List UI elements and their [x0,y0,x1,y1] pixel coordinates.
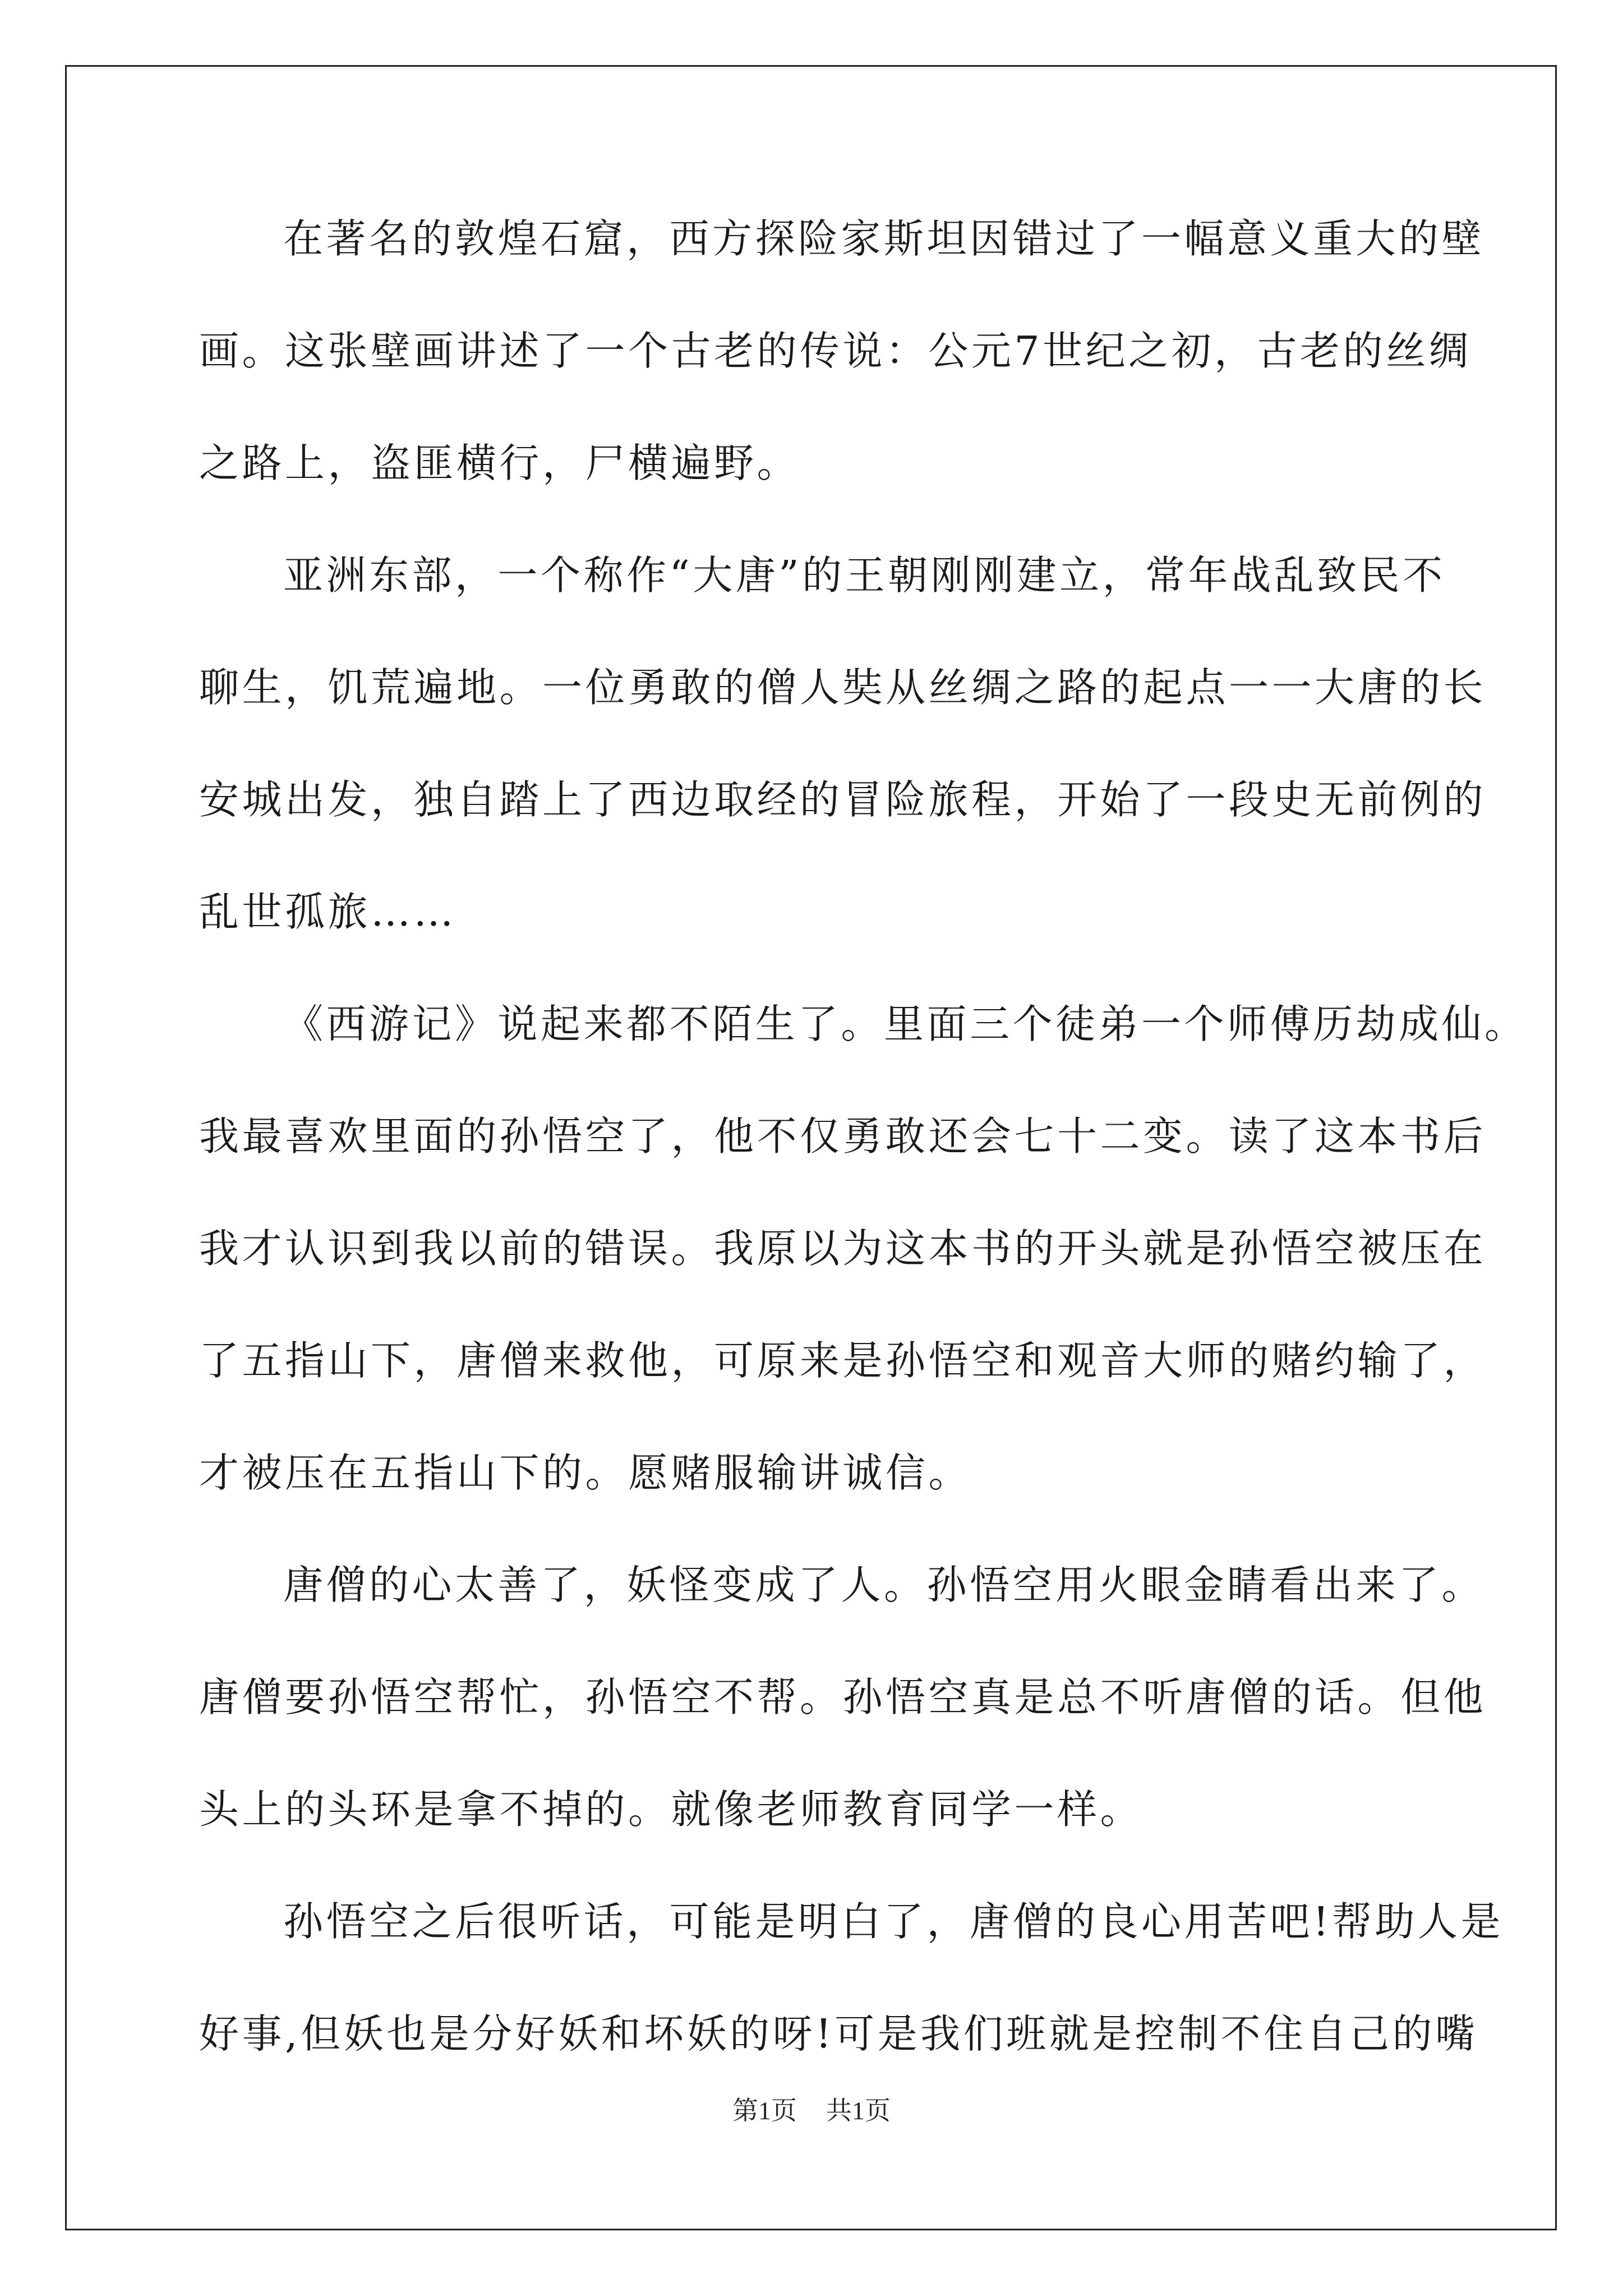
paragraph-line: 亚洲东部，一个称作“大唐”的王朝刚刚建立，常年战乱致民不 [283,552,1446,599]
paragraph-line: 我才认识到我以前的错误。我原以为这本书的开头就是孙悟空被压在 [199,1225,1487,1272]
page-number: 第1页 [732,2096,797,2125]
paragraph-line: 才被压在五指山下的。愿赌服输讲诚信。 [199,1450,972,1496]
paragraph-line: 唐僧的心太善了，妖怪变成了人。孙悟空用火眼金睛看出来了。 [283,1562,1485,1608]
paragraph-line: 乱世孤旅…… [199,889,457,935]
paragraph-line: 了五指山下，唐僧来救他，可原来是孙悟空和观音大师的赌约输了， [199,1337,1487,1384]
paragraph-line: 之路上，盗匪横行，尸横遍野。 [199,440,800,486]
paragraph-line: 在著名的敦煌石窟，西方探险家斯坦因错过了一幅意义重大的壁 [283,215,1485,262]
paragraph-line: 画。这张壁画讲述了一个古老的传说：公元7世纪之初，古老的丝绸 [199,328,1472,374]
total-pages: 共1页 [826,2096,891,2125]
paragraph-line: 我最喜欢里面的孙悟空了，他不仅勇敢还会七十二变。读了这本书后 [199,1113,1487,1159]
paragraph-line: 聊生，饥荒遍地。一位勇敢的僧人奘从丝绸之路的起点一一大唐的长 [199,664,1487,711]
paragraph-line: 《西游记》说起来都不陌生了。里面三个徒弟一个师傅历劫成仙。 [283,1001,1528,1047]
document-body [199,215,1528,2126]
paragraph-line: 孙悟空之后很听话，可能是明白了，唐僧的良心用苦吧!帮助人是 [283,1898,1504,1945]
paragraph-line: 好事,但妖也是分好妖和坏妖的呀!可是我们班就是控制不住自己的嘴 [199,2010,1478,2057]
page-footer [0,2097,1623,2125]
paragraph-line: 安城出发，独自踏上了西边取经的冒险旅程，开始了一段史无前例的 [199,776,1487,823]
paragraph-line: 头上的头环是拿不掉的。就像老师教育同学一样。 [199,1786,1144,1833]
paragraph-line: 唐僧要孙悟空帮忙，孙悟空不帮。孙悟空真是总不听唐僧的话。但他 [199,1674,1487,1720]
